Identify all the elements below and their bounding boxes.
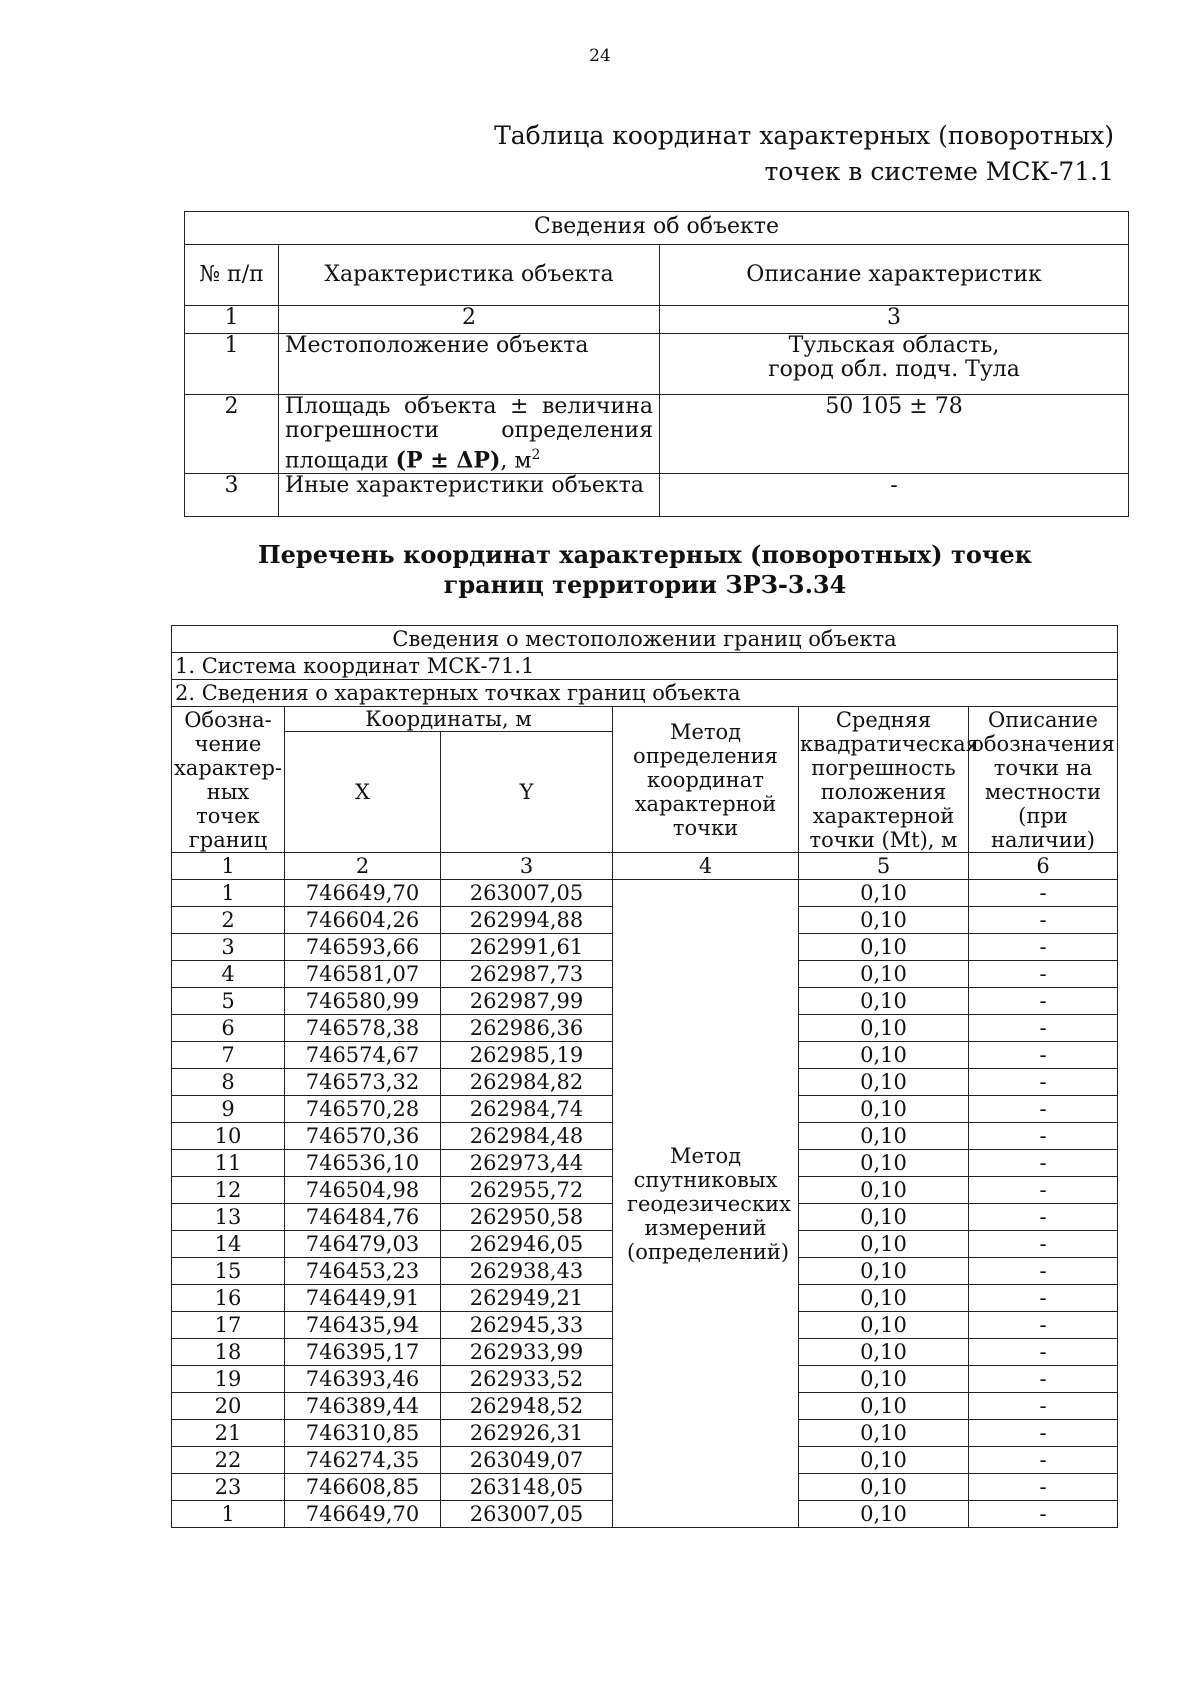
coord-y: 263148,05 [441,1474,613,1501]
object-info-header: Сведения об объекте [185,212,1129,245]
point-error: 0,10 [799,1285,969,1312]
point-error: 0,10 [799,1339,969,1366]
point-number: 13 [172,1204,285,1231]
coord-y: 262984,74 [441,1096,613,1123]
coord-x: 746274,35 [285,1447,441,1474]
coord-x: 746393,46 [285,1366,441,1393]
col-error-header: Средняя квадратическая погрешность положения характерной точки (Mt), м [800,707,979,852]
coord-y: 262948,52 [441,1393,613,1420]
col-method-header: Метод определения координат характерной точки [613,707,799,853]
point-error: 0,10 [799,1420,969,1447]
col-desc-header: Описание обозначения точки на местности (при наличии) [969,707,1118,853]
object-info-row-area [185,395,1129,474]
point-description: - [969,1447,1118,1474]
coord-y: 263049,07 [441,1447,613,1474]
coord-y: 262984,82 [441,1069,613,1096]
point-description: - [969,1042,1118,1069]
coord-x: 746449,91 [285,1285,441,1312]
point-description: - [969,1177,1118,1204]
point-error: 0,10 [799,988,969,1015]
coord-y: 262949,21 [441,1285,613,1312]
points-header: 2. Сведения о характерных точках границ объекта [172,680,1118,707]
point-error: 0,10 [799,1042,969,1069]
coord-y: 262955,72 [441,1177,613,1204]
point-description: - [969,1420,1118,1447]
point-description: - [969,907,1118,934]
point-error: 0,10 [799,1258,969,1285]
coord-x: 746604,26 [285,907,441,934]
point-error: 0,10 [799,1015,969,1042]
coord-y: 263007,05 [441,880,613,907]
point-description: - [969,1204,1118,1231]
point-error: 0,10 [799,1501,969,1528]
point-error: 0,10 [799,880,969,907]
col-designation-header: Обозна-чение характер-ных точек границ [172,707,285,853]
coord-x: 746504,98 [285,1177,441,1204]
point-error: 0,10 [799,907,969,934]
col-num: 4 [613,853,799,880]
point-number: 5 [172,988,285,1015]
col-num: 1 [172,853,285,880]
row-no: 2 [185,395,279,474]
coord-y: 262986,36 [441,1015,613,1042]
point-number: 17 [172,1312,285,1339]
coord-y: 262938,43 [441,1258,613,1285]
characteristic-other: Иные характеристики объекта [279,474,660,517]
point-error: 0,10 [799,1204,969,1231]
coord-y: 262950,58 [441,1204,613,1231]
coord-y: 262987,99 [441,988,613,1015]
point-number: 20 [172,1393,285,1420]
coord-y: 262973,44 [441,1150,613,1177]
coord-x: 746608,85 [285,1474,441,1501]
point-description: - [969,1312,1118,1339]
method-cell: Метод спутниковых геодезических измерений (определений) [613,880,799,1528]
coords-header: Сведения о местоположении границ объекта [172,626,1118,653]
coord-x: 746649,70 [285,1501,441,1528]
col-num: 3 [441,853,613,880]
point-error: 0,10 [799,1447,969,1474]
coord-x: 746570,36 [285,1123,441,1150]
point-number: 23 [172,1474,285,1501]
coord-y: 262926,31 [441,1420,613,1447]
col-num: 6 [969,853,1118,880]
point-number: 1 [172,1501,285,1528]
coord-x: 746593,66 [285,934,441,961]
row-no: 1 [185,334,279,395]
point-number: 10 [172,1123,285,1150]
coord-x: 746453,23 [285,1258,441,1285]
point-description: - [969,1069,1118,1096]
point-description: - [969,1231,1118,1258]
coord-x: 746570,28 [285,1096,441,1123]
coord-y: 262984,48 [441,1123,613,1150]
point-error: 0,10 [799,1096,969,1123]
coord-y: 262933,52 [441,1366,613,1393]
coord-y: 262945,33 [441,1312,613,1339]
point-number: 7 [172,1042,285,1069]
point-description: - [969,1339,1118,1366]
description-location: Тульская область, город обл. подч. Тула [660,334,1129,395]
point-error: 0,10 [799,1069,969,1096]
point-number: 16 [172,1285,285,1312]
document-title-line-1: Таблица координат характерных (поворотных) [494,121,1114,150]
point-error: 0,10 [799,961,969,988]
coord-y: 262987,73 [441,961,613,988]
point-number: 3 [172,934,285,961]
col-y-header: Y [441,732,613,853]
document-title [494,118,1114,190]
row-no: 3 [185,474,279,517]
point-number: 18 [172,1339,285,1366]
coord-x: 746479,03 [285,1231,441,1258]
coord-x: 746581,07 [285,961,441,988]
point-description: - [969,961,1118,988]
page-number: 24 [589,46,611,66]
coord-x: 746395,17 [285,1339,441,1366]
point-number: 19 [172,1366,285,1393]
col-num: 1 [185,306,279,334]
column-numbers-row [172,853,1118,880]
coord-x: 746536,10 [285,1150,441,1177]
point-error: 0,10 [799,1393,969,1420]
characteristic-location: Местоположение объекта [279,334,660,395]
column-numbers-row [185,306,1129,334]
table-row [172,880,1118,907]
point-number: 2 [172,907,285,934]
coord-y: 263007,05 [441,1501,613,1528]
point-description: - [969,1366,1118,1393]
col-num: 5 [799,853,969,880]
point-number: 11 [172,1150,285,1177]
list-title-line-2: границ территории ЗРЗ-3.34 [443,570,847,599]
document-title-line-2: точек в системе МСК-71.1 [764,157,1114,186]
coord-x: 746484,76 [285,1204,441,1231]
point-description: - [969,934,1118,961]
description-area: 50 105 ± 78 [660,395,1129,474]
point-number: 8 [172,1069,285,1096]
point-description: - [969,1393,1118,1420]
characteristic-area: Площадь объекта ± величина погрешности определения площади (Р ± ΔР), $м^2$ [279,395,660,474]
coord-x: 746580,99 [285,988,441,1015]
col-num: 3 [660,306,1129,334]
point-description: - [969,1501,1118,1528]
point-error: 0,10 [799,1150,969,1177]
point-number: 22 [172,1447,285,1474]
point-number: 15 [172,1258,285,1285]
point-number: 12 [172,1177,285,1204]
col-description-header: Описание характеристик [660,245,1129,306]
point-description: - [969,988,1118,1015]
object-info-row-location [185,334,1129,395]
point-description: - [969,1123,1118,1150]
coord-x: 746649,70 [285,880,441,907]
point-error: 0,10 [799,1177,969,1204]
point-description: - [969,1474,1118,1501]
point-error: 0,10 [799,1366,969,1393]
coord-x: 746573,32 [285,1069,441,1096]
coord-x: 746578,38 [285,1015,441,1042]
point-description: - [969,1285,1118,1312]
point-description: - [969,1096,1118,1123]
point-description: - [969,880,1118,907]
point-number: 14 [172,1231,285,1258]
point-number: 6 [172,1015,285,1042]
coord-y: 262985,19 [441,1042,613,1069]
point-error: 0,10 [799,1312,969,1339]
col-no-header: № п/п [185,245,279,306]
point-number: 9 [172,1096,285,1123]
coordinate-system: 1. Система координат МСК-71.1 [172,653,1118,680]
point-number: 1 [172,880,285,907]
point-description: - [969,1258,1118,1285]
col-num: 2 [279,306,660,334]
point-description: - [969,1015,1118,1042]
coord-y: 262933,99 [441,1339,613,1366]
description-other: - [660,474,1129,517]
point-error: 0,10 [799,1231,969,1258]
col-num: 2 [285,853,441,880]
col-x-header: X [285,732,441,853]
coord-y: 262946,05 [441,1231,613,1258]
coord-x: 746574,67 [285,1042,441,1069]
coord-y: 262991,61 [441,934,613,961]
point-number: 21 [172,1420,285,1447]
coordinates-list-title [0,540,1200,600]
col-characteristic-header: Характеристика объекта [279,245,660,306]
coord-x: 746310,85 [285,1420,441,1447]
point-error: 0,10 [799,1123,969,1150]
coord-x: 746389,44 [285,1393,441,1420]
coord-x: 746435,94 [285,1312,441,1339]
coord-y: 262994,88 [441,907,613,934]
object-info-table [184,211,1129,517]
coordinates-table [171,625,1118,1528]
col-coords-header: Координаты, м [285,707,613,732]
object-info-row-other [185,474,1129,517]
point-number: 4 [172,961,285,988]
point-error: 0,10 [799,934,969,961]
point-error: 0,10 [799,1474,969,1501]
point-description: - [969,1150,1118,1177]
list-title-line-1: Перечень координат характерных (поворотных) точек [258,540,1032,569]
